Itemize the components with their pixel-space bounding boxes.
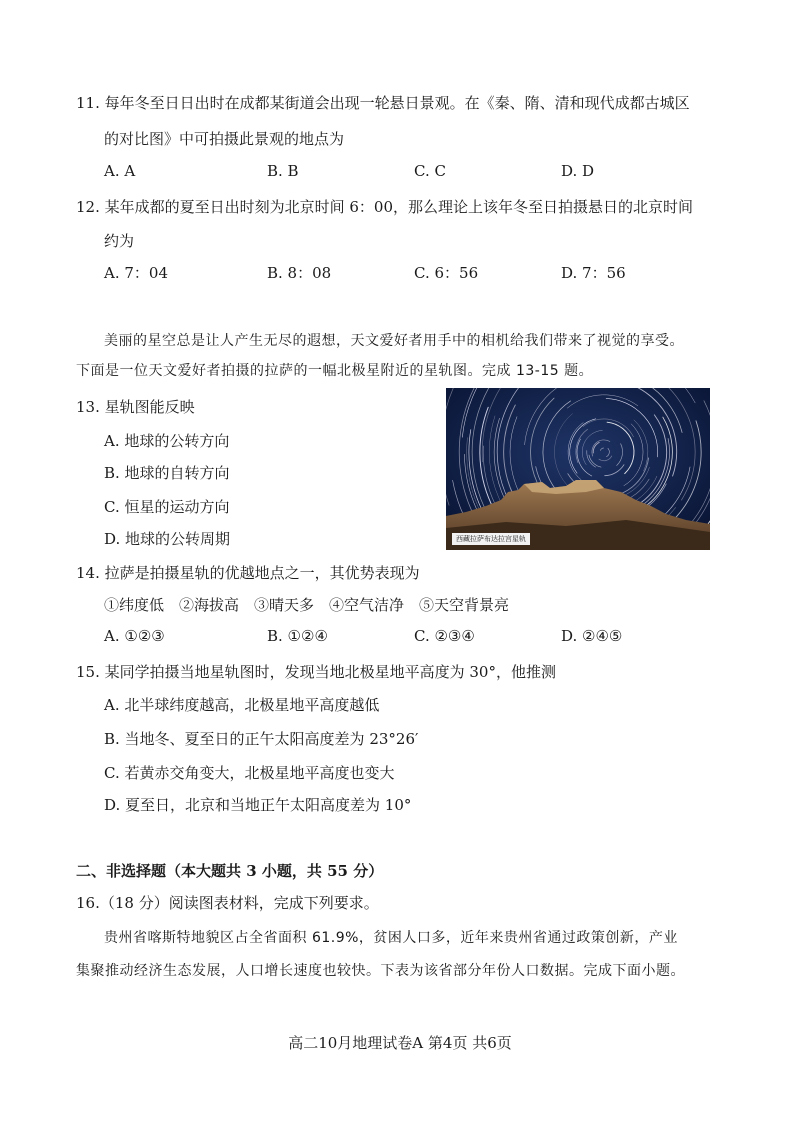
- q16-passage-line2: 集聚推动经济生态发展，人口增长速度也较快。下表为该省部分年份人口数据。完成下面小题。: [76, 963, 685, 979]
- passage1-line1: 美丽的星空总是让人产生无尽的遐想，天文爱好者用手中的相机给我们带来了视觉的享受。: [104, 333, 684, 349]
- q13-option-d: D. 地球的公转周期: [104, 530, 231, 548]
- q12-option-d: D. 7：56: [561, 264, 626, 282]
- q13-stem: 13. 星轨图能反映: [76, 398, 195, 416]
- star-trail-image: [446, 388, 710, 550]
- q11-stem-line2: 的对比图》中可拍摄此景观的地点为: [104, 130, 345, 148]
- q11-stem-line1: 11. 每年冬至日日出时在成都某街道会出现一轮悬日景观。在《秦、隋、清和现代成都古城区: [76, 94, 690, 112]
- q14-options: [104, 627, 664, 647]
- q15-option-b: B. 当地冬、夏至日的正午太阳高度差为 23°26′: [104, 730, 419, 748]
- q12-stem-line2: 约为: [104, 232, 135, 250]
- q14-option-c: C. ②③④: [414, 627, 475, 645]
- q11-option-d: D. D: [561, 162, 595, 180]
- q12-option-c: C. 6：56: [414, 264, 479, 282]
- q13-option-a: A. 地球的公转方向: [104, 432, 230, 450]
- q11-options: [104, 162, 664, 182]
- q14-option-a: A. ①②③: [104, 627, 165, 645]
- q14-option-b: B. ①②④: [267, 627, 328, 645]
- section2-title: 二、非选择题（本大题共 3 小题，共 55 分）: [76, 862, 384, 880]
- q11-option-a: A. A: [104, 162, 136, 180]
- q12-option-a: A. 7：04: [104, 264, 168, 282]
- star-trail-photo: [446, 388, 710, 550]
- q15-option-d: D. 夏至日，北京和当地正午太阳高度差为 10°: [104, 796, 412, 814]
- q15-option-c: C. 若黄赤交角变大，北极星地平高度也变大: [104, 764, 395, 782]
- q12-stem-line1: 12. 某年成都的夏至日出时刻为北京时间 6：00，那么理论上该年冬至日拍摄悬日的北京时间: [76, 198, 694, 216]
- q15-option-a: A. 北半球纬度越高，北极星地平高度越低: [104, 696, 380, 714]
- passage1-line2: 下面是一位天文爱好者拍摄的拉萨的一幅北极星附近的星轨图。完成 13-15 题。: [76, 363, 594, 379]
- q15-stem: 15. 某同学拍摄当地星轨图时，发现当地北极星地平高度为 30°，他推测: [76, 663, 556, 681]
- q12-option-b: B. 8：08: [267, 264, 332, 282]
- photo-caption: 西藏拉萨布达拉宫星轨: [452, 533, 530, 545]
- q12-options: [104, 262, 664, 282]
- q13-option-c: C. 恒星的运动方向: [104, 498, 230, 516]
- q13-option-b: B. 地球的自转方向: [104, 464, 230, 482]
- q11-option-b: B. B: [267, 162, 299, 180]
- q16-passage-line1: 贵州省喀斯特地貌区占全省面积 61.9%，贫困人口多，近年来贵州省通过政策创新，产业: [104, 930, 678, 946]
- q16-stem: 16.（18 分）阅读图表材料，完成下列要求。: [76, 894, 379, 912]
- q14-option-d: D. ②④⑤: [561, 627, 623, 645]
- q11-option-c: C. C: [414, 162, 446, 180]
- page-footer: 高二10月地理试卷A 第4页 共6页: [288, 1034, 512, 1052]
- q14-stem: 14. 拉萨是拍摄星轨的优越地点之一，其优势表现为: [76, 564, 420, 582]
- q14-choices: ①纬度低 ②海拔高 ③晴天多 ④空气洁净 ⑤天空背景亮: [104, 596, 510, 614]
